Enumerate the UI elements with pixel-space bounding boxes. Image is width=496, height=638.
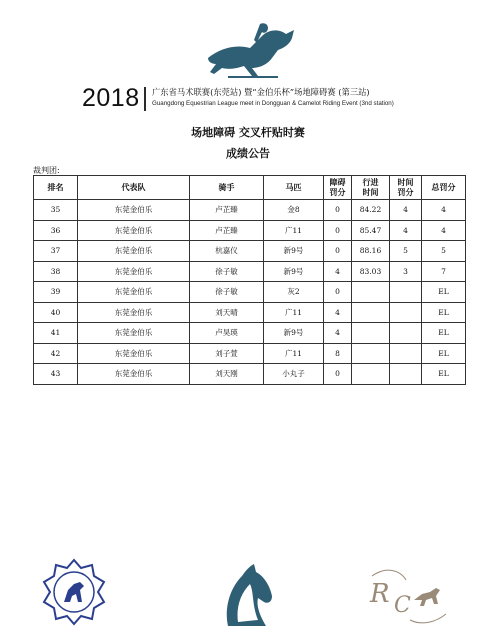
cell-horse: 金8 <box>264 200 324 221</box>
club-horse-icon <box>414 588 440 606</box>
cell-time-penalty <box>390 343 422 364</box>
header-total-penalty: 总罚分 <box>422 176 466 200</box>
cell-rank: 41 <box>34 323 78 344</box>
cell-obstacle-penalty: 0 <box>324 282 352 303</box>
horse-silhouette <box>208 30 294 76</box>
header-divider <box>144 87 146 111</box>
cell-rank: 35 <box>34 200 78 221</box>
cell-horse: 广11 <box>264 302 324 323</box>
cell-team: 东莞金伯乐 <box>78 323 190 344</box>
cell-team: 东莞金伯乐 <box>78 200 190 221</box>
results-table <box>33 175 466 385</box>
cell-team: 东莞金伯乐 <box>78 220 190 241</box>
cell-rider: 徐子敏 <box>190 282 264 303</box>
cell-team: 东莞金伯乐 <box>78 302 190 323</box>
cell-rider: 卢芷臻 <box>190 220 264 241</box>
club-logo <box>366 560 456 630</box>
cell-time-penalty: 3 <box>390 261 422 282</box>
table-row <box>34 282 466 303</box>
cell-time-penalty <box>390 282 422 303</box>
cell-time: 83.03 <box>352 261 390 282</box>
cell-rider: 徐子敏 <box>190 261 264 282</box>
cell-time <box>352 282 390 303</box>
cell-rider: 刘天晴 <box>190 302 264 323</box>
cell-time: 88.16 <box>352 241 390 262</box>
cell-horse: 广11 <box>264 220 324 241</box>
cell-time-penalty <box>390 323 422 344</box>
cell-rank: 39 <box>34 282 78 303</box>
cell-time: 85.47 <box>352 220 390 241</box>
cell-time-penalty: 4 <box>390 220 422 241</box>
cell-team: 东莞金伯乐 <box>78 261 190 282</box>
table-row <box>34 200 466 221</box>
cell-time: 84.22 <box>352 200 390 221</box>
cell-rider: 刘子萱 <box>190 343 264 364</box>
table-row <box>34 323 466 344</box>
header-rider: 骑手 <box>190 176 264 200</box>
cell-time <box>352 343 390 364</box>
cell-time <box>352 323 390 344</box>
cell-total-penalty: EL <box>422 302 466 323</box>
cell-obstacle-penalty: 4 <box>324 261 352 282</box>
event-title-en: Guangdong Equestrian League meet in Dongguan & Camelot Riding Event (3nd station) <box>152 100 394 107</box>
horse-rider-logo <box>198 18 308 80</box>
cell-team: 东莞金伯乐 <box>78 343 190 364</box>
cell-horse: 新9号 <box>264 323 324 344</box>
header-horse: 马匹 <box>264 176 324 200</box>
table-row <box>34 302 466 323</box>
cell-horse: 灰2 <box>264 282 324 303</box>
cell-obstacle-penalty: 8 <box>324 343 352 364</box>
cell-total-penalty: EL <box>422 323 466 344</box>
cell-rank: 40 <box>34 302 78 323</box>
cell-time-penalty <box>390 364 422 385</box>
table-row <box>34 343 466 364</box>
event-year: 2018 <box>82 84 140 112</box>
cell-obstacle-penalty: 0 <box>324 364 352 385</box>
competition-title: 场地障碍 交叉杆贴时赛 <box>191 126 305 139</box>
cell-total-penalty: 7 <box>422 261 466 282</box>
cell-rank: 36 <box>34 220 78 241</box>
cell-time-penalty: 4 <box>390 200 422 221</box>
event-header <box>82 84 422 114</box>
cell-horse: 新9号 <box>264 261 324 282</box>
table-row <box>34 241 466 262</box>
header-time: 行进 时间 <box>352 176 390 200</box>
cell-horse: 广11 <box>264 343 324 364</box>
table-row <box>34 220 466 241</box>
header-team: 代表队 <box>78 176 190 200</box>
cell-horse: 新9号 <box>264 241 324 262</box>
cell-total-penalty: 5 <box>422 241 466 262</box>
cell-rider: 刘天刚 <box>190 364 264 385</box>
cell-rank: 42 <box>34 343 78 364</box>
table-row <box>34 364 466 385</box>
header-time-penalty: 时间 罚分 <box>390 176 422 200</box>
club-script-c: C <box>394 593 411 618</box>
cell-time-penalty <box>390 302 422 323</box>
cell-time <box>352 364 390 385</box>
cell-obstacle-penalty: 0 <box>324 241 352 262</box>
cell-rank: 38 <box>34 261 78 282</box>
club-script-r: R <box>370 579 390 609</box>
cell-total-penalty: EL <box>422 343 466 364</box>
cell-rider: 卢昊瑛 <box>190 323 264 344</box>
results-subtitle: 成绩公告 <box>226 147 270 160</box>
cell-team: 东莞金伯乐 <box>78 241 190 262</box>
cell-rider: 卢芷臻 <box>190 200 264 221</box>
table-row <box>34 261 466 282</box>
cell-total-penalty: 4 <box>422 200 466 221</box>
association-horse-icon <box>64 582 84 602</box>
cell-obstacle-penalty: 0 <box>324 220 352 241</box>
horse-head-logo <box>220 562 276 628</box>
cell-rank: 37 <box>34 241 78 262</box>
fence-rail <box>228 76 278 78</box>
cell-time <box>352 302 390 323</box>
association-logo <box>40 558 108 626</box>
cell-total-penalty: EL <box>422 364 466 385</box>
cell-obstacle-penalty: 4 <box>324 302 352 323</box>
cell-time-penalty: 5 <box>390 241 422 262</box>
header-rank: 排名 <box>34 176 78 200</box>
cell-obstacle-penalty: 0 <box>324 200 352 221</box>
cell-total-penalty: 4 <box>422 220 466 241</box>
cell-obstacle-penalty: 4 <box>324 323 352 344</box>
judge-label: 裁判团: <box>33 166 60 175</box>
cell-horse: 小丸子 <box>264 364 324 385</box>
header-obstacle-penalty: 障碍 罚分 <box>324 176 352 200</box>
table-header-row <box>34 176 466 200</box>
event-title-cn: 广东省马术联赛(东莞站) 暨“金伯乐杯”场地障碍赛 (第三站) <box>152 87 370 97</box>
cell-team: 东莞金伯乐 <box>78 364 190 385</box>
cell-rider: 杭嘉仪 <box>190 241 264 262</box>
cell-rank: 43 <box>34 364 78 385</box>
cell-total-penalty: EL <box>422 282 466 303</box>
cell-team: 东莞金伯乐 <box>78 282 190 303</box>
